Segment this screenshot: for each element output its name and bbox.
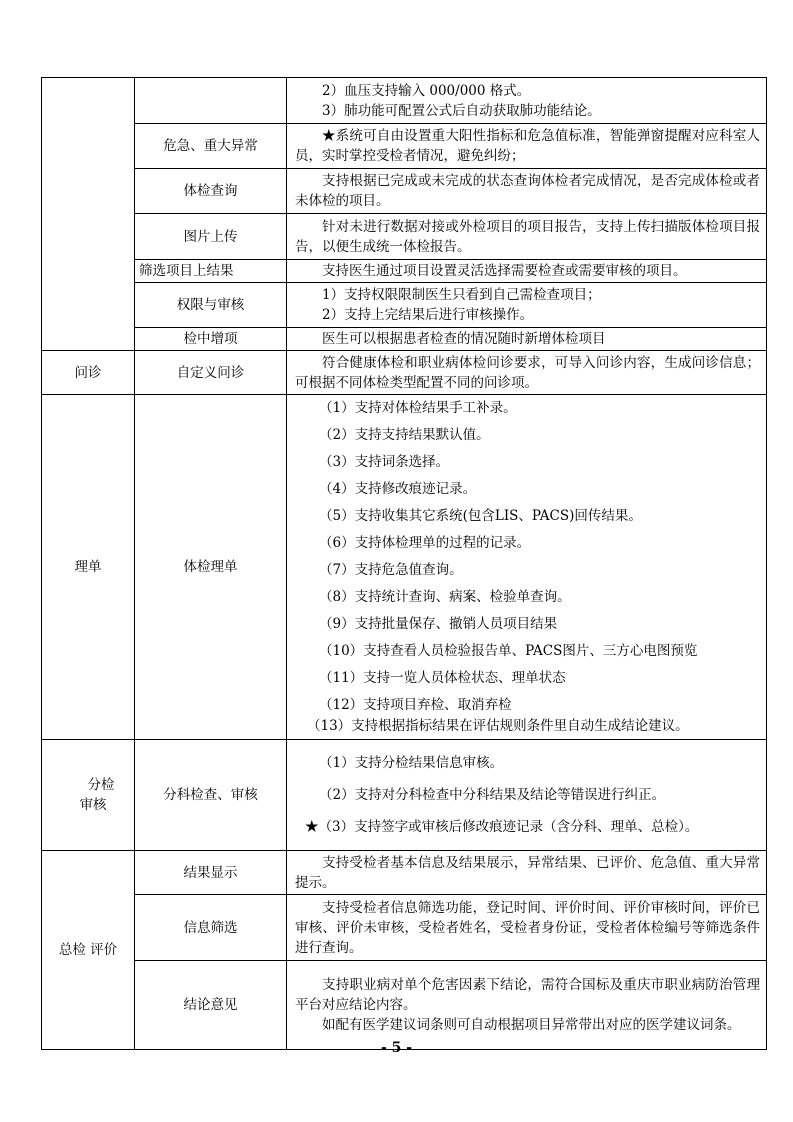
description-cell <box>287 214 767 260</box>
description-cell <box>287 895 767 961</box>
table-row <box>42 895 767 961</box>
description-line: 2）支持上完结果后进行审核操作。 <box>322 307 534 323</box>
table-row <box>42 740 767 851</box>
description-text: 支持职业病对单个危害因素下结论，需符合国标及重庆市职业病防治管理平台对应结论内容。 <box>295 977 760 1013</box>
feature-cell: 结论意见 <box>135 961 287 1050</box>
category-line: 评价 <box>90 942 118 958</box>
table-row <box>42 169 767 214</box>
list-item: （10）支持查看人员检验报告单、PACS图片、三方心电图预览 <box>319 643 698 659</box>
description-line: 2）血压支持输入 000/000 格式。 <box>322 82 531 99</box>
feature-cell: 体检查询 <box>135 169 287 214</box>
description-cell <box>287 351 767 395</box>
feature-cell: 体检理单 <box>135 395 287 740</box>
description-text: 支持受检者信息筛选功能，登记时间、评价时间、评价审核时间，评价已审核、评价未审核，受检者姓名，受检者身份证，受检者体检编号等筛选条件进行查询。 <box>295 899 760 956</box>
list-item: （5）支持收集其它系统(包含LIS、PACS)回传结果。 <box>319 508 642 524</box>
category-cell <box>42 851 135 1050</box>
list-item: （4）支持修改痕迹记录。 <box>319 481 477 497</box>
feature-cell: 信息筛选 <box>135 895 287 961</box>
table-row <box>42 78 767 124</box>
table-row <box>42 260 767 283</box>
category-line: 分检 <box>87 777 115 793</box>
list-item: （1）支持分检结果信息审核。 <box>319 755 504 771</box>
feature-cell: 结果显示 <box>135 851 287 895</box>
description-text: 针对未进行数据对接或外检项目的项目报告，支持上传扫描版体检项目报告，以便生成统一体检报告。 <box>295 218 760 255</box>
feature-cell: 检中增项 <box>135 328 287 351</box>
description-text: 符合健康体检和职业病体检问诊要求，可导入问诊内容，生成问诊信息；可根据不同体检类型配置不同的问诊项。 <box>295 354 760 391</box>
description-line: 3）肺功能可配置公式后自动获取肺功能结论。 <box>322 102 601 119</box>
list-item: （1）支持对体检结果手工补录。 <box>319 400 517 416</box>
list-item: （2）支持支持结果默认值。 <box>319 427 490 443</box>
feature-cell: 自定义问诊 <box>135 351 287 395</box>
table-row <box>42 851 767 895</box>
feature-cell: 图片上传 <box>135 214 287 260</box>
table-row <box>42 328 767 351</box>
category-cell <box>42 78 135 351</box>
description-text: ★系统可自由设置重大阳性指标和危急值标准，智能弹窗提醒对应科室人员，实时掌控受检者情况，避免纠纷； <box>295 128 760 164</box>
description-text: 医生可以根据患者检查的情况随时新增体检项目 <box>322 331 606 347</box>
table-row <box>42 283 767 328</box>
list-item: （11）支持一览人员体检状态、理单状态 <box>319 670 566 686</box>
list-item: （8）支持统计查询、病案、检验单查询。 <box>319 589 571 605</box>
category-cell <box>42 740 135 851</box>
description-text: 支持受检者基本信息及结果展示，异常结果、已评价、危急值、重大异常提示。 <box>295 854 760 891</box>
description-cell <box>287 961 767 1050</box>
feature-cell: 分科检查、审核 <box>135 740 287 851</box>
description-list <box>287 740 767 851</box>
table-row <box>42 395 767 740</box>
description-text: 如配有医学建议词条则可自动根据项目异常带出对应的医学建议词条。 <box>322 1017 741 1033</box>
list-item: （7）支持危急值查询。 <box>319 562 463 578</box>
category-line: 总检 <box>58 942 86 958</box>
description-text: 支持医生通过项目设置灵活选择需要检查或需要审核的项目。 <box>322 263 687 279</box>
description-cell <box>287 851 767 895</box>
category-cell: 理单 <box>42 395 135 740</box>
description-cell <box>287 78 767 124</box>
description-list <box>287 395 767 740</box>
feature-cell: 危急、重大异常 <box>135 124 287 169</box>
table-row <box>42 214 767 260</box>
description-cell <box>287 260 767 283</box>
list-item: ★（3）支持签字或审核后修改痕迹记录（含分科、理单、总检）。 <box>305 819 699 835</box>
list-item: （2）支持对分科检查中分科结果及结论等错误进行纠正。 <box>319 787 666 803</box>
category-cell: 问诊 <box>42 351 135 395</box>
category-line: 审核 <box>79 797 107 813</box>
list-item: （3）支持词条选择。 <box>319 454 450 470</box>
description-cell <box>287 328 767 351</box>
table-row <box>42 124 767 169</box>
description-cell <box>287 124 767 169</box>
feature-cell <box>135 78 287 124</box>
description-line: 1）支持权限限制医生只看到自己需检查项目； <box>322 287 601 303</box>
spec-table <box>41 77 767 1050</box>
table-row <box>42 961 767 1050</box>
list-item: （12）支持项目弃检、取消弃检 <box>319 697 512 713</box>
list-item: （9）支持批量保存、撤销人员项目结果 <box>319 616 558 632</box>
page-number: - 5 - <box>380 1040 413 1056</box>
list-item: （13）支持根据指标结果在评估规则条件里自动生成结论建议。 <box>307 718 689 734</box>
feature-cell: 筛选项目上结果 <box>135 260 287 283</box>
table-row <box>42 351 767 395</box>
description-cell <box>287 169 767 214</box>
description-text: 支持根据已完成或未完成的状态查询体检者完成情况，是否完成体检或者未体检的项目。 <box>295 173 760 209</box>
description-cell <box>287 283 767 328</box>
feature-cell: 权限与审核 <box>135 283 287 328</box>
list-item: （6）支持体检理单的过程的记录。 <box>319 535 531 551</box>
